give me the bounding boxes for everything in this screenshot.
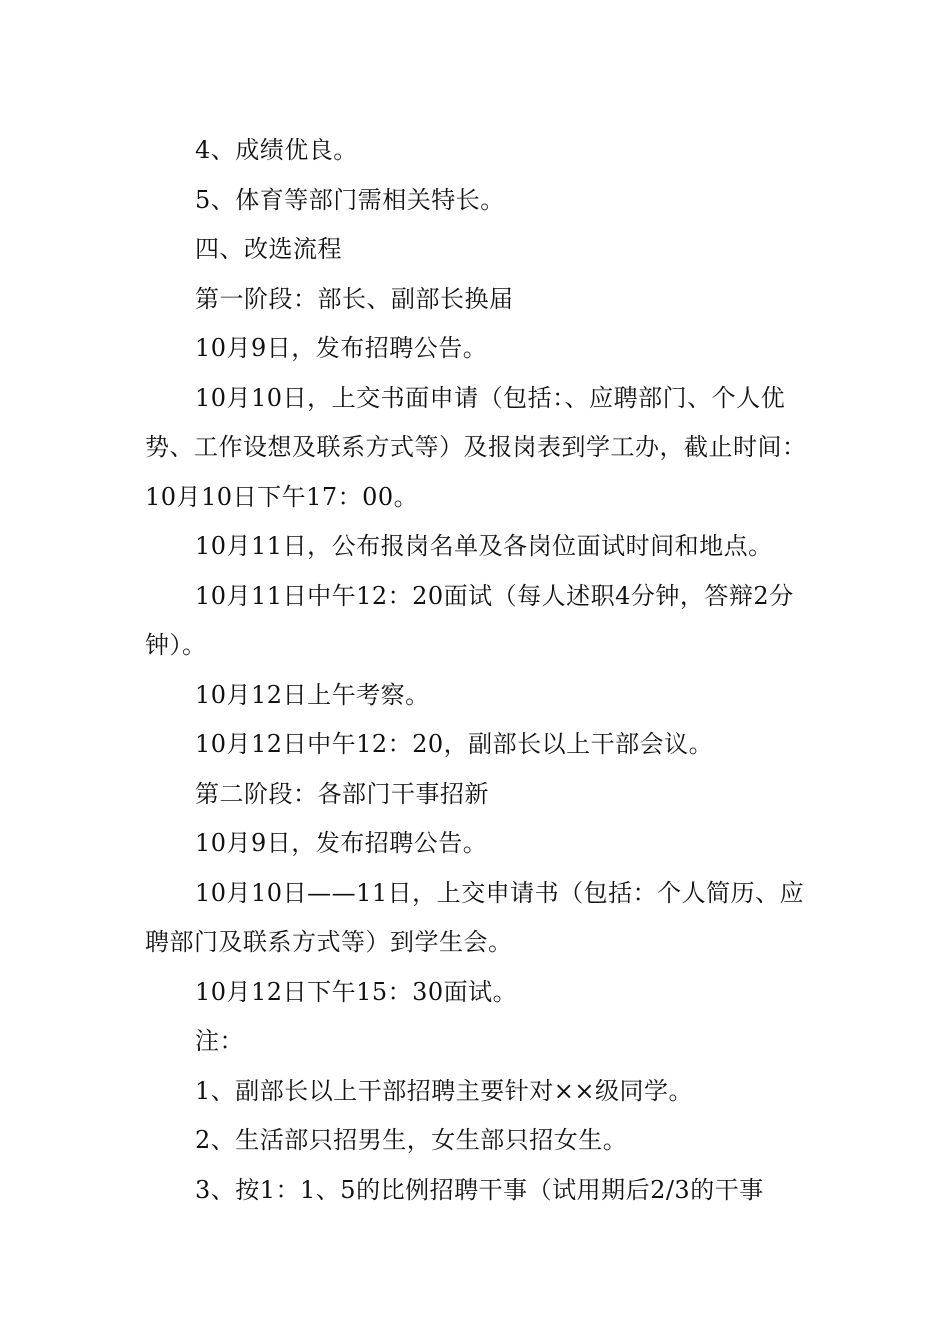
schedule-item: 10月9日，发布招聘公告。 (195, 829, 488, 857)
schedule-item: 10月11日中午12：20面试（每人述职4分钟，答辩2分钟）。 (145, 581, 794, 659)
schedule-item: 10月10日——11日，上交申请书（包括：个人简历、应聘部门及联系方式等）到学生会。 (145, 878, 805, 956)
schedule-item: 10月11日，公布报岗名单及各岗位面试时间和地点。 (195, 532, 773, 560)
schedule-item: 10月12日下午15：30面试。 (195, 977, 518, 1006)
note-item: 3、按1：1、5的比例招聘干事（试用期后2/3的干事 (195, 1175, 764, 1204)
schedule-item: 10月9日，发布招聘公告。 (195, 334, 488, 362)
section-heading-process: 四、改选流程 (195, 235, 342, 263)
document-body (145, 126, 807, 1215)
schedule-item: 10月10日，上交书面申请（包括：、应聘部门、个人优势、工作设想及联系方式等）及报岗表到学工办，截止时间：10月10日下午17：00。 (145, 383, 807, 511)
stage-two-heading: 第二阶段：各部门干事招新 (195, 779, 489, 808)
paragraph-requirement-4: 4、成绩优良。 (195, 136, 358, 164)
notes-heading: 注： (195, 1027, 244, 1055)
note-item: 1、副部长以上干部招聘主要针对××级同学。 (195, 1076, 693, 1105)
note-item: 2、生活部只招男生，女生部只招女生。 (195, 1126, 628, 1154)
schedule-item: 10月12日中午12：20，副部长以上干部会议。 (195, 730, 714, 758)
stage-one-heading: 第一阶段：部长、副部长换届 (195, 284, 514, 313)
paragraph-requirement-5: 5、体育等部门需相关特长。 (195, 185, 505, 214)
schedule-item: 10月12日上午考察。 (195, 680, 430, 709)
